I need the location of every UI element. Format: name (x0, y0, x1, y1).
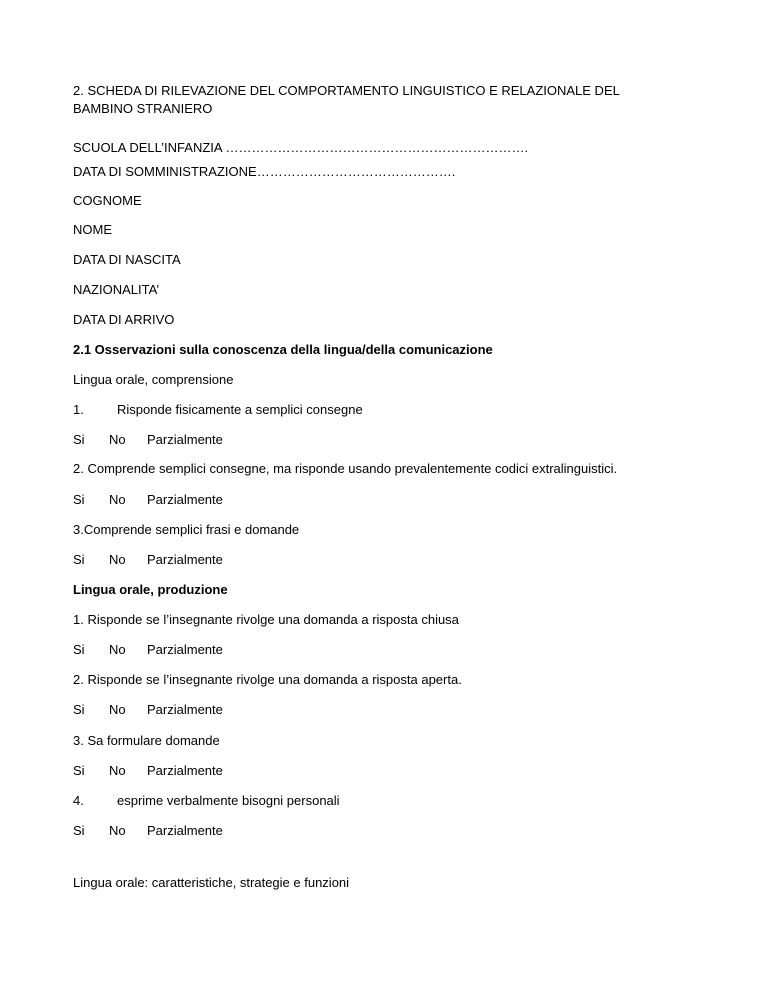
answer-options-row (73, 551, 223, 569)
option-parzialmente: Parzialmente (147, 763, 223, 778)
field-nome: NOME (73, 222, 112, 237)
comprensione-item-3: 3.Comprende semplici frasi e domande (73, 522, 300, 537)
produzione-item-3: 3. Sa formulare domande (73, 733, 220, 748)
answer-options-row (73, 701, 223, 719)
comprensione-heading: Lingua orale, comprensione (73, 372, 234, 387)
option-no: No (109, 552, 126, 567)
option-no: No (109, 763, 126, 778)
option-no: No (109, 492, 126, 507)
option-parzialmente: Parzialmente (147, 702, 223, 717)
field-data-arrivo: DATA DI ARRIVO (73, 312, 175, 327)
item-number: 1. (73, 402, 84, 417)
option-parzialmente: Parzialmente (147, 823, 223, 838)
option-si: Si (73, 432, 85, 447)
field-nazionalita: NAZIONALITA’ (73, 282, 160, 297)
comprensione-item-1 (73, 401, 363, 419)
item-text: esprime verbalmente bisogni personali (117, 793, 340, 808)
answer-options-row (73, 762, 223, 780)
produzione-heading: Lingua orale, produzione (73, 582, 228, 597)
answer-options-row (73, 431, 223, 449)
caratteristiche-heading: Lingua orale: caratteristiche, strategie e funzioni (73, 875, 350, 890)
option-parzialmente: Parzialmente (147, 552, 223, 567)
option-si: Si (73, 642, 85, 657)
option-si: Si (73, 763, 85, 778)
field-data-somministrazione: DATA DI SOMMINISTRAZIONE………………………………………. (73, 164, 456, 179)
item-number: 4. (73, 793, 84, 808)
option-no: No (109, 823, 126, 838)
option-parzialmente: Parzialmente (147, 642, 223, 657)
option-si: Si (73, 492, 85, 507)
field-cognome: COGNOME (73, 193, 142, 208)
answer-options-row (73, 491, 223, 509)
field-data-nascita: DATA DI NASCITA (73, 252, 181, 267)
option-no: No (109, 702, 126, 717)
option-parzialmente: Parzialmente (147, 432, 223, 447)
option-parzialmente: Parzialmente (147, 492, 223, 507)
answer-options-row (73, 822, 223, 840)
produzione-item-2: 2. Risponde se l’insegnante rivolge una domanda a risposta aperta. (73, 672, 462, 687)
produzione-item-4 (73, 792, 340, 810)
document-title: 2. SCHEDA DI RILEVAZIONE DEL COMPORTAMENTO LINGUISTICO E RELAZIONALE DEL BAMBINO STRANIERO (73, 83, 620, 116)
option-no: No (109, 642, 126, 657)
option-si: Si (73, 702, 85, 717)
field-scuola: SCUOLA DELL’INFANZIA ……………………………………………………………. (73, 140, 529, 155)
option-no: No (109, 432, 126, 447)
item-text: Risponde fisicamente a semplici consegne (117, 402, 363, 417)
section-heading: 2.1 Osservazioni sulla conoscenza della lingua/della comunicazione (73, 342, 493, 357)
comprensione-item-2: 2. Comprende semplici consegne, ma risponde usando prevalentemente codici extralinguistici. (73, 461, 618, 476)
produzione-item-1: 1. Risponde se l’insegnante rivolge una domanda a risposta chiusa (73, 612, 459, 627)
option-si: Si (73, 823, 85, 838)
answer-options-row (73, 641, 223, 659)
option-si: Si (73, 552, 85, 567)
